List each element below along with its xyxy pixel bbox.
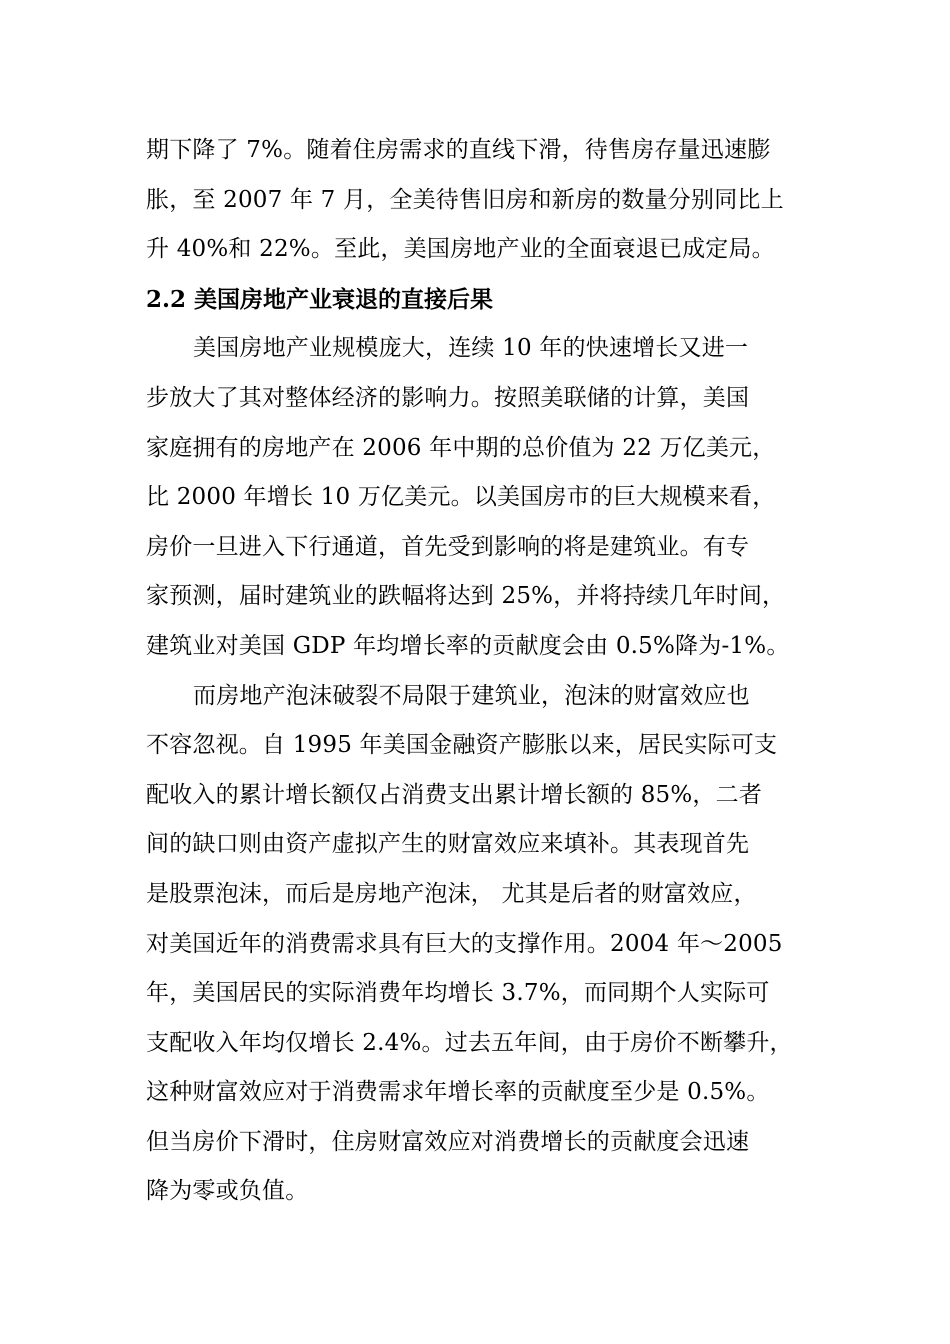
text-line: 配收入的累计增长额仅占消费支出累计增长额的 85%，二者 <box>146 781 763 808</box>
text-line: 比 2000 年增长 10 万亿美元。以美国房市的巨大规模来看， <box>146 484 776 511</box>
paragraph-construction <box>146 324 814 671</box>
text-line: 升 40%和 22%。至此，美国房地产业的全面衰退已成定局。 <box>146 236 775 263</box>
section-heading: 2.2 美国房地产业衰退的直接后果 <box>146 285 494 313</box>
text-line: 年，美国居民的实际消费年均增长 3.7%，而同期个人实际可 <box>146 980 770 1007</box>
document-page <box>146 126 814 1217</box>
text-line: 对美国近年的消费需求具有巨大的支撑作用。2004 年～2005 <box>146 930 783 957</box>
text-line: 房价一旦进入下行通道，首先受到影响的将是建筑业。有专 <box>146 533 750 560</box>
text-line: 是股票泡沫，而后是房地产泡沫， 尤其是后者的财富效应， <box>146 880 757 907</box>
text-line: 这种财富效应对于消费需求年增长率的贡献度至少是 0.5%。 <box>146 1079 770 1106</box>
text-line: 家庭拥有的房地产在 2006 年中期的总价值为 22 万亿美元， <box>146 434 776 461</box>
paragraph-continued <box>146 126 814 275</box>
text-line: 期下降了 7%。随着住房需求的直线下滑，待售房存量迅速膨 <box>146 137 771 163</box>
text-line: 胀，至 2007 年 7 月，全美待售旧房和新房的数量分别同比上 <box>146 186 784 213</box>
text-line: 降为零或负值。 <box>146 1178 309 1205</box>
text-line: 美国房地产业规模庞大，连续 10 年的快速增长又进一 <box>193 335 749 362</box>
text-line: 步放大了其对整体经济的影响力。按照美联储的计算，美国 <box>146 384 750 411</box>
text-line: 但当房价下滑时，住房财富效应对消费增长的贡献度会迅速 <box>146 1128 750 1155</box>
text-line: 家预测，届时建筑业的跌幅将达到 25%，并将持续几年时间， <box>146 583 786 610</box>
text-line: 而房地产泡沫破裂不局限于建筑业，泡沫的财富效应也 <box>193 682 750 709</box>
paragraph-wealth-effect <box>146 672 814 1218</box>
text-line: 支配收入年均仅增长 2.4%。过去五年间，由于房价不断攀升， <box>146 1029 793 1056</box>
text-line: 间的缺口则由资产虚拟产生的财富效应来填补。其表现首先 <box>146 831 750 858</box>
text-line: 建筑业对美国 GDP 年均增长率的贡献度会由 0.5%降为-1%。 <box>146 632 790 659</box>
text-line: 不容忽视。自 1995 年美国金融资产膨胀以来，居民实际可支 <box>146 732 778 759</box>
